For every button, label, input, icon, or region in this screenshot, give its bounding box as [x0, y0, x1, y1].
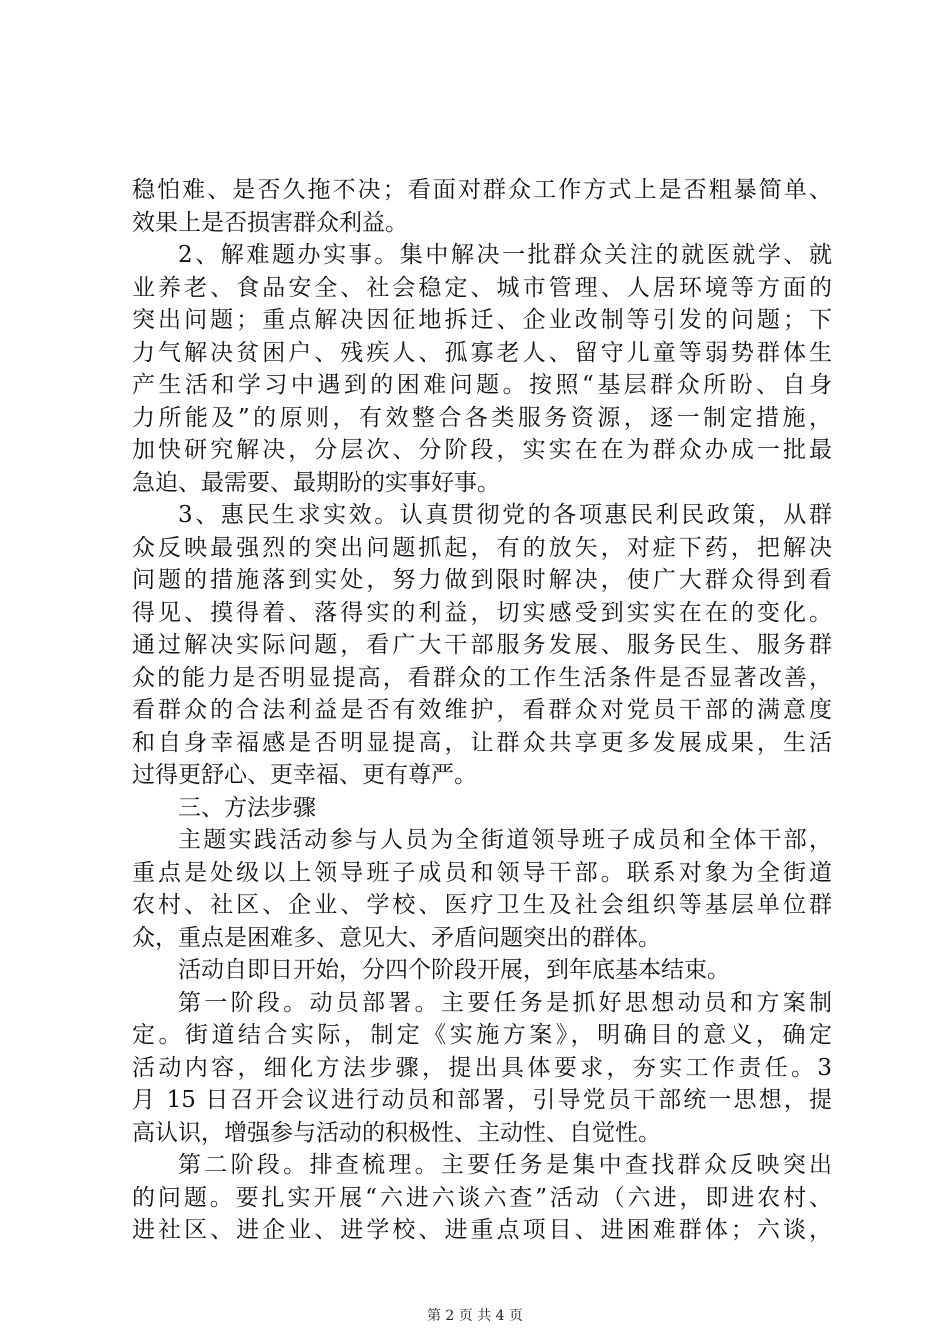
- text-line: 急迫、最需要、最期盼的实事好事。: [132, 469, 500, 496]
- text-line: 业养老、食品安全、社会稳定、城市管理、人居环境等方面的: [132, 274, 832, 301]
- text-line: 看群众的合法利益是否有效维护，看群众对党员干部的满意度: [132, 697, 832, 723]
- text-line: 进社区、进企业、进学校、进重点项目、进困难群体；六谈，: [132, 1217, 832, 1243]
- text-line: 重点是处级以上领导班子成员和领导干部。联系对象为全街道: [132, 859, 832, 886]
- text-line: 活动内容，细化方法步骤，提出具体要求，夯实工作责任。3: [132, 1054, 832, 1081]
- text-line: 效果上是否损害群众利益。: [132, 209, 408, 236]
- text-line: 的问题。要扎实开展“六进六谈六查”活动（六进，即进农村、: [132, 1184, 832, 1211]
- document-body: [132, 174, 832, 1247]
- text-line: 定。街道结合实际，制定《实施方案》，明确目的意义，确定: [132, 1022, 832, 1048]
- text-line: 问题的措施落到实处，努力做到限时解决，使广大群众得到看: [132, 567, 832, 593]
- text-line: 得见、摸得着、落得实的利益，切实感受到实实在在的变化。: [132, 599, 832, 626]
- text-line: 和自身幸福感是否明显提高，让群众共享更多发展成果，生活: [132, 729, 832, 756]
- text-line: 第一阶段。动员部署。主要任务是抓好思想动员和方案制: [178, 989, 832, 1016]
- text-line: 力气解决贫困户、残疾人、孤寡老人、留守儿童等弱势群体生: [132, 339, 832, 366]
- text-line: 众反映最强烈的突出问题抓起，有的放矢，对症下药，把解决: [132, 534, 832, 561]
- text-line: 力所能及”的原则，有效整合各类服务资源，逐一制定措施，: [132, 404, 832, 431]
- text-line: 过得更舒心、更幸福、更有尊严。: [132, 762, 477, 788]
- section-line: 活动自即日开始，分四个阶段开展，到年底基本结束。: [178, 957, 730, 983]
- text-line: 农村、社区、企业、学校、医疗卫生及社会组织等基层单位群: [132, 892, 832, 918]
- text-line: 加快研究解决，分层次、分阶段，实实在在为群众办成一批最: [132, 437, 832, 463]
- text-line: 产生活和学习中遇到的困难问题。按照“基层群众所盼、自身: [132, 372, 832, 398]
- text-line: 众，重点是困难多、意见大、矛盾问题突出的群体。: [132, 924, 661, 951]
- text-line: 2、解难题办实事。集中解决一批群众关注的就医就学、就: [178, 242, 832, 268]
- text-line: 突出问题；重点解决因征地拆迁、企业改制等引发的问题；下: [132, 307, 832, 333]
- text-line: 高认识，增强参与活动的积极性、主动性、自觉性。: [132, 1119, 661, 1146]
- text-line: 众的能力是否明显提高，看群众的工作生活条件是否显著改善，: [132, 664, 832, 691]
- text-line: 3、惠民生求实效。认真贯彻党的各项惠民利民政策，从群: [178, 502, 832, 528]
- text-line: 通过解决实际问题，看广大干部服务发展、服务民生、服务群: [132, 632, 832, 658]
- page-footer: 第 2 页 共 4 页: [426, 1308, 524, 1324]
- text-line: 稳怕难、是否久拖不决；看面对群众工作方式上是否粗暴简单、: [132, 177, 832, 203]
- text-line: 第二阶段。排查梳理。主要任务是集中查找群众反映突出: [178, 1152, 832, 1178]
- text-line: 主题实践活动参与人员为全街道领导班子成员和全体干部，: [178, 827, 832, 853]
- text-line: 月 15 日召开会议进行动员和部署，引导党员干部统一思想，提: [132, 1087, 832, 1113]
- section-line: 三、方法步骤: [178, 794, 316, 821]
